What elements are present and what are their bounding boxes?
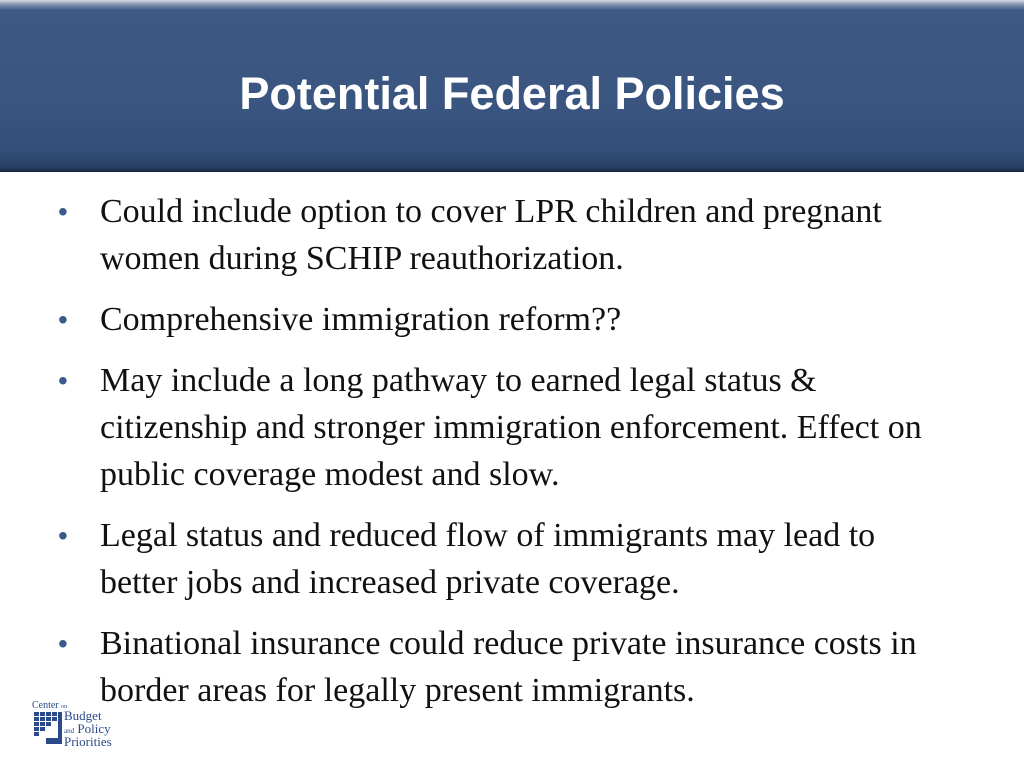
bullet-item: [58, 620, 958, 714]
bullet-item: [58, 188, 958, 282]
logo-line1-small: on: [61, 704, 68, 710]
bullet-text: Comprehensive immigration reform??: [100, 301, 622, 338]
bullet-dot-icon: •: [58, 304, 68, 335]
bullet-text: Could include option to cover LPR children and pregnant women during SCHIP reauthorization.: [100, 193, 882, 277]
logo-line4: Priorities: [64, 734, 112, 749]
bullet-dot-icon: •: [58, 520, 68, 551]
bullet-item: [58, 296, 958, 343]
bullet-item: [58, 512, 958, 606]
bullet-dot-icon: •: [58, 628, 68, 659]
bullet-text: May include a long pathway to earned legal status & citizenship and stronger immigration enforcement. Effect on public coverage modest and slow.: [100, 362, 922, 493]
bullet-text: Binational insurance could reduce private insurance costs in border areas for legally present immigrants.: [100, 625, 917, 709]
bullet-list: [58, 188, 958, 728]
capitol-icon: [34, 712, 62, 744]
bullet-item: [58, 357, 958, 498]
bullet-dot-icon: •: [58, 365, 68, 396]
bullet-text: Legal status and reduced flow of immigrants may lead to better jobs and increased private coverage.: [100, 517, 876, 601]
logo-line3-small: and: [64, 727, 75, 735]
svg-text:Center on: [32, 700, 67, 711]
logo-line3: Policy: [77, 721, 111, 736]
logo-line2: Budget: [64, 708, 102, 723]
slide-title: Potential Federal Policies: [239, 68, 785, 119]
title-bar: [0, 0, 1024, 172]
logo-line1: Center: [32, 700, 59, 711]
cbpp-logo: [32, 698, 128, 754]
bullet-dot-icon: •: [58, 196, 68, 227]
